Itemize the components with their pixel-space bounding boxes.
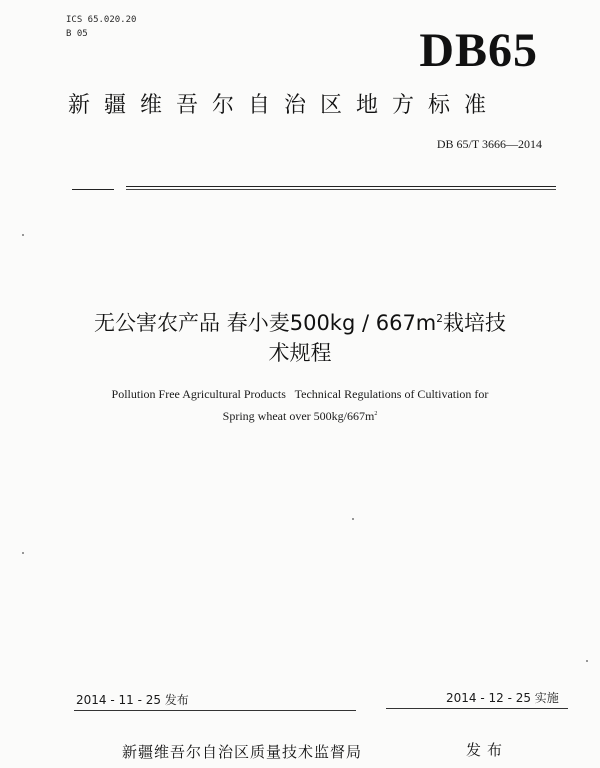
header-rule-long-second bbox=[126, 189, 556, 190]
title-english-superscript: 2 bbox=[374, 411, 378, 417]
scan-speck bbox=[22, 234, 24, 236]
title-chinese-tail: 栽培技 bbox=[442, 311, 506, 335]
ccs-code: B 05 bbox=[66, 29, 88, 39]
standard-category: 新疆维吾尔自治区地方标准 bbox=[68, 93, 501, 118]
issuing-authority: 新疆维吾尔自治区质量技术监督局 bbox=[122, 743, 363, 761]
title-english bbox=[60, 384, 540, 426]
standard-logo: DB65 bbox=[419, 24, 538, 77]
ics-code: ICS 65.020.20 bbox=[66, 15, 137, 25]
title-chinese-main: 无公害农产品 春小麦500kg / 667m bbox=[94, 311, 437, 335]
issuing-action: 发布 bbox=[466, 741, 509, 759]
title-english-main: Spring wheat over 500kg/667m bbox=[222, 409, 375, 423]
title-chinese-superscript: 2 bbox=[436, 313, 443, 325]
implementation-date-rule bbox=[386, 708, 568, 709]
issue-date: 2014 - 11 - 25 发布 bbox=[76, 693, 189, 707]
issue-date-rule bbox=[74, 710, 356, 711]
scan-speck bbox=[352, 518, 354, 520]
title-chinese-line2: 术规程 bbox=[268, 341, 332, 365]
header-rule-long bbox=[126, 186, 556, 187]
title-chinese bbox=[60, 304, 540, 368]
standard-number: DB 65/T 3666—2014 bbox=[436, 137, 542, 151]
implementation-date: 2014 - 12 - 25 实施 bbox=[446, 691, 559, 705]
scan-speck bbox=[22, 552, 24, 554]
title-english-line2 bbox=[60, 404, 540, 426]
header-rule-short bbox=[72, 189, 114, 190]
title-chinese-line1 bbox=[60, 304, 540, 338]
scan-speck bbox=[586, 660, 588, 662]
title-english-line1: Pollution Free Agricultural Products Technical Regulations of Cultivation for bbox=[111, 387, 489, 401]
